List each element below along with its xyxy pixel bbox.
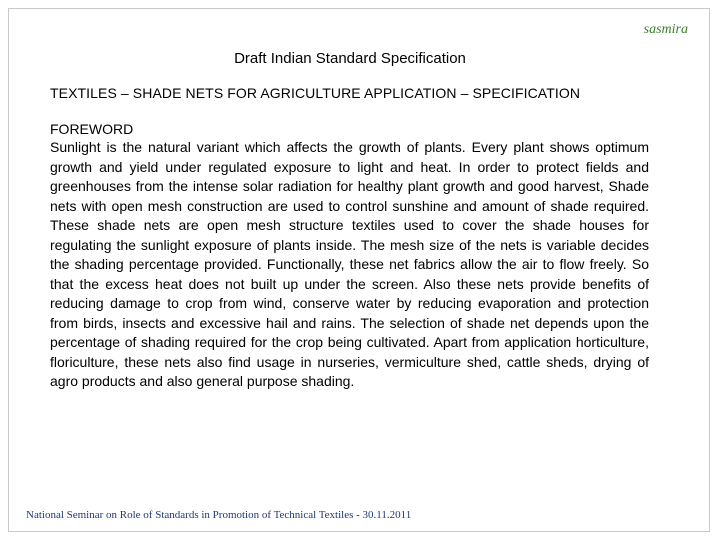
document-title: Draft Indian Standard Specification [234, 50, 466, 67]
document-subtitle: TEXTILES – SHADE NETS FOR AGRICULTURE APPLICATION – SPECIFICATION [50, 85, 581, 101]
brand-logo-text: sasmira [643, 22, 688, 37]
footer-text: National Seminar on Role of Standards in Promotion of Technical Textiles - 30.11.2011 [26, 509, 412, 521]
section-heading: FOREWORD [50, 121, 134, 137]
foreword-body-text: Sunlight is the natural variant which affects the growth of plants. Every plant shows optimum growth and yield under regulated exposure to light and heat. In order to protect fields and greenhouses from the intense solar radiation for healthy plant growth and good harvest, Shade nets with open mesh construction are used to control sunshine and amount of shade required. These shade nets are open mesh structure textiles used to cover the shade houses for regulating the sunlight exposure of plants inside. The mesh size of the nets is variable decides the shading percentage provided. Functionally, these net fabrics allow the air to flow freely. So that the excess heat does not built up under the screen. Also these nets provide benefits of reducing damage to crop from wind, conserve water by reducing evaporation and protection from birds, insects and excessive hail and rains. The selection of shade net depends upon the percentage of shading required for the crop being cultivated. Apart from application horticulture, floriculture, these nets also find usage in nurseries, vermiculture shed, cattle sheds, drying of agro products and also general purpose shading. [50, 139, 649, 389]
